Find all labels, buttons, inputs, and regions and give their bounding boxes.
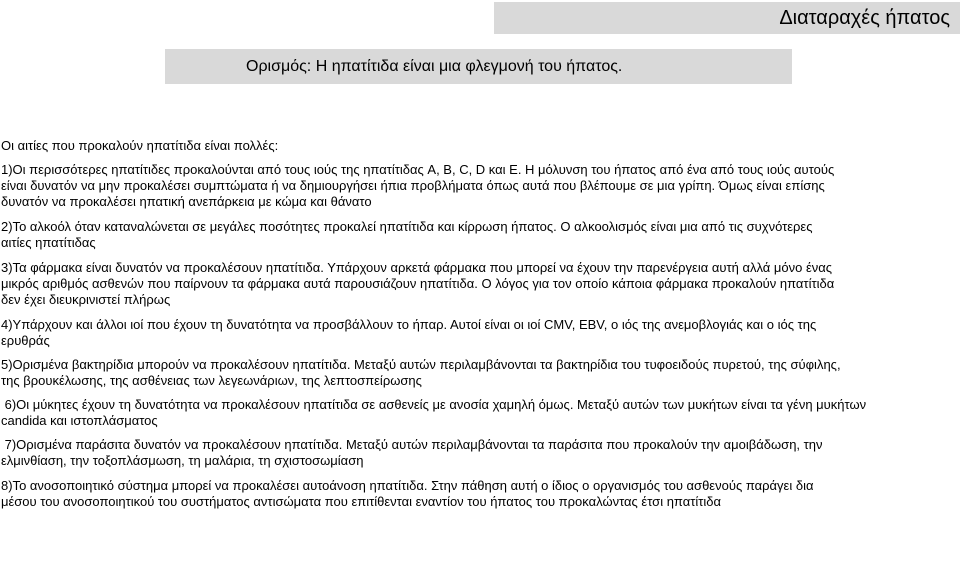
cause-line: αιτίες ηπατίτιδας: [1, 235, 96, 250]
cause-line: ελμινθίαση, την τοξοπλάσμωση, τη μαλάρια, τη σχιστοσωμίαση: [1, 453, 364, 468]
cause-line: 8)Το ανοσοποιητικό σύστημα μπορεί να προκαλέσει αυτοάνοση ηπατίτιδα. Στην πάθηση αυτή ο ίδιος ο οργανισμός του ασθενούς παράγει δια: [1, 478, 814, 493]
cause-item: [1, 478, 957, 510]
intro-text: Οι αιτίες που προκαλούν ηπατίτιδα είναι πολλές:: [1, 138, 279, 153]
cause-line: είναι δυνατόν να μην προκαλέσει συμπτώματα ή να δημιουργήσει ήπια προβλήματα όπως αυτά που βλέπουμε σε μια γρίπη. Όμως είναι επίσης: [1, 178, 825, 193]
title-banner: [494, 2, 960, 34]
cause-line: candida και ιστοπλάσματος: [1, 413, 158, 428]
cause-item: [1, 219, 957, 251]
cause-item: [1, 317, 957, 349]
cause-line: της βρουκέλωσης, της ασθένειας των λεγεωνάριων, της λεπτοσπείρωσης: [1, 373, 422, 388]
page-title: Διαταραχές ήπατος: [779, 7, 950, 29]
cause-line: μικρός αριθμός ασθενών που παίρνουν τα φάρμακα αυτά παρουσιάζουν ηπατίτιδα. Ο λόγος για τον οποίο κάποια φάρμακα προκαλούν ηπατίτιδα: [1, 276, 835, 291]
cause-line: 3)Τα φάρμακα είναι δυνατόν να προκαλέσουν ηπατίτιδα. Υπάρχουν αρκετά φάρμακα που μπορεί να έχουν την παρενέργεια αυτή αλλά μόνο ένας: [1, 260, 833, 275]
cause-item: [1, 162, 957, 210]
cause-line: ερυθράς: [1, 333, 50, 348]
cause-line: 4)Υπάρχουν και άλλοι ιοί που έχουν τη δυνατότητα να προσβάλλουν το ήπαρ. Αυτοί είναι οι ιοί CMV, EBV, ο ιός της ανεμοβλογιάς και ο ιός της: [1, 317, 817, 332]
causes-list: [1, 162, 957, 510]
definition-banner: [165, 49, 792, 84]
cause-line: 1)Οι περισσότερες ηπατίτιδες προκαλούνται από τους ιούς της ηπατίτιδας A, B, C, D και E. Η μόλυνση του ήπατος από ένα από τους ιούς αυτούς: [1, 162, 835, 177]
cause-line: δεν έχει διευκρινιστεί πλήρως: [1, 292, 171, 307]
cause-line: 5)Ορισμένα βακτηρίδια μπορούν να προκαλέσουν ηπατίτιδα. Μεταξύ αυτών περιλαμβάνονται τα βακτηρίδια του τυφοειδούς πυρετού, της σύφιλης,: [1, 357, 841, 372]
definition-text: Ορισμός: Η ηπατίτιδα είναι μια φλεγμονή του ήπατος.: [246, 58, 623, 75]
cause-line: μέσου του ανοσοποιητικού του συστήματος αντισώματα που επιτίθενται εναντίον του ήπατος του προκαλώντας έτσι ηπατίτιδα: [1, 494, 722, 509]
cause-line: δυνατόν να προκαλέσει ηπατική ανεπάρκεια με κώμα και θάνατο: [1, 194, 372, 209]
cause-item: [1, 260, 957, 308]
cause-line: 6)Οι μύκητες έχουν τη δυνατότητα να προκαλέσουν ηπατίτιδα σε ασθενείς με ανοσία χαμηλή όμως. Μεταξύ αυτών των μυκήτων είναι τα γένη μυκήτων: [1, 397, 867, 412]
cause-item: [1, 357, 957, 389]
cause-item: [1, 397, 957, 429]
cause-line: 2)Το αλκοόλ όταν καταναλώνεται σε μεγάλες ποσότητες προκαλεί ηπατίτιδα και κίρρωση ήπατος. Ο αλκοολισμός είναι μια από τις συχνότερες: [1, 219, 813, 234]
causes-section: [1, 138, 957, 510]
cause-item: [1, 437, 957, 469]
cause-line: 7)Ορισμένα παράσιτα δυνατόν να προκαλέσουν ηπατίτιδα. Μεταξύ αυτών περιλαμβάνονται τα παράσιτα που προκαλούν την αμοιβάδωση, την: [1, 437, 823, 452]
